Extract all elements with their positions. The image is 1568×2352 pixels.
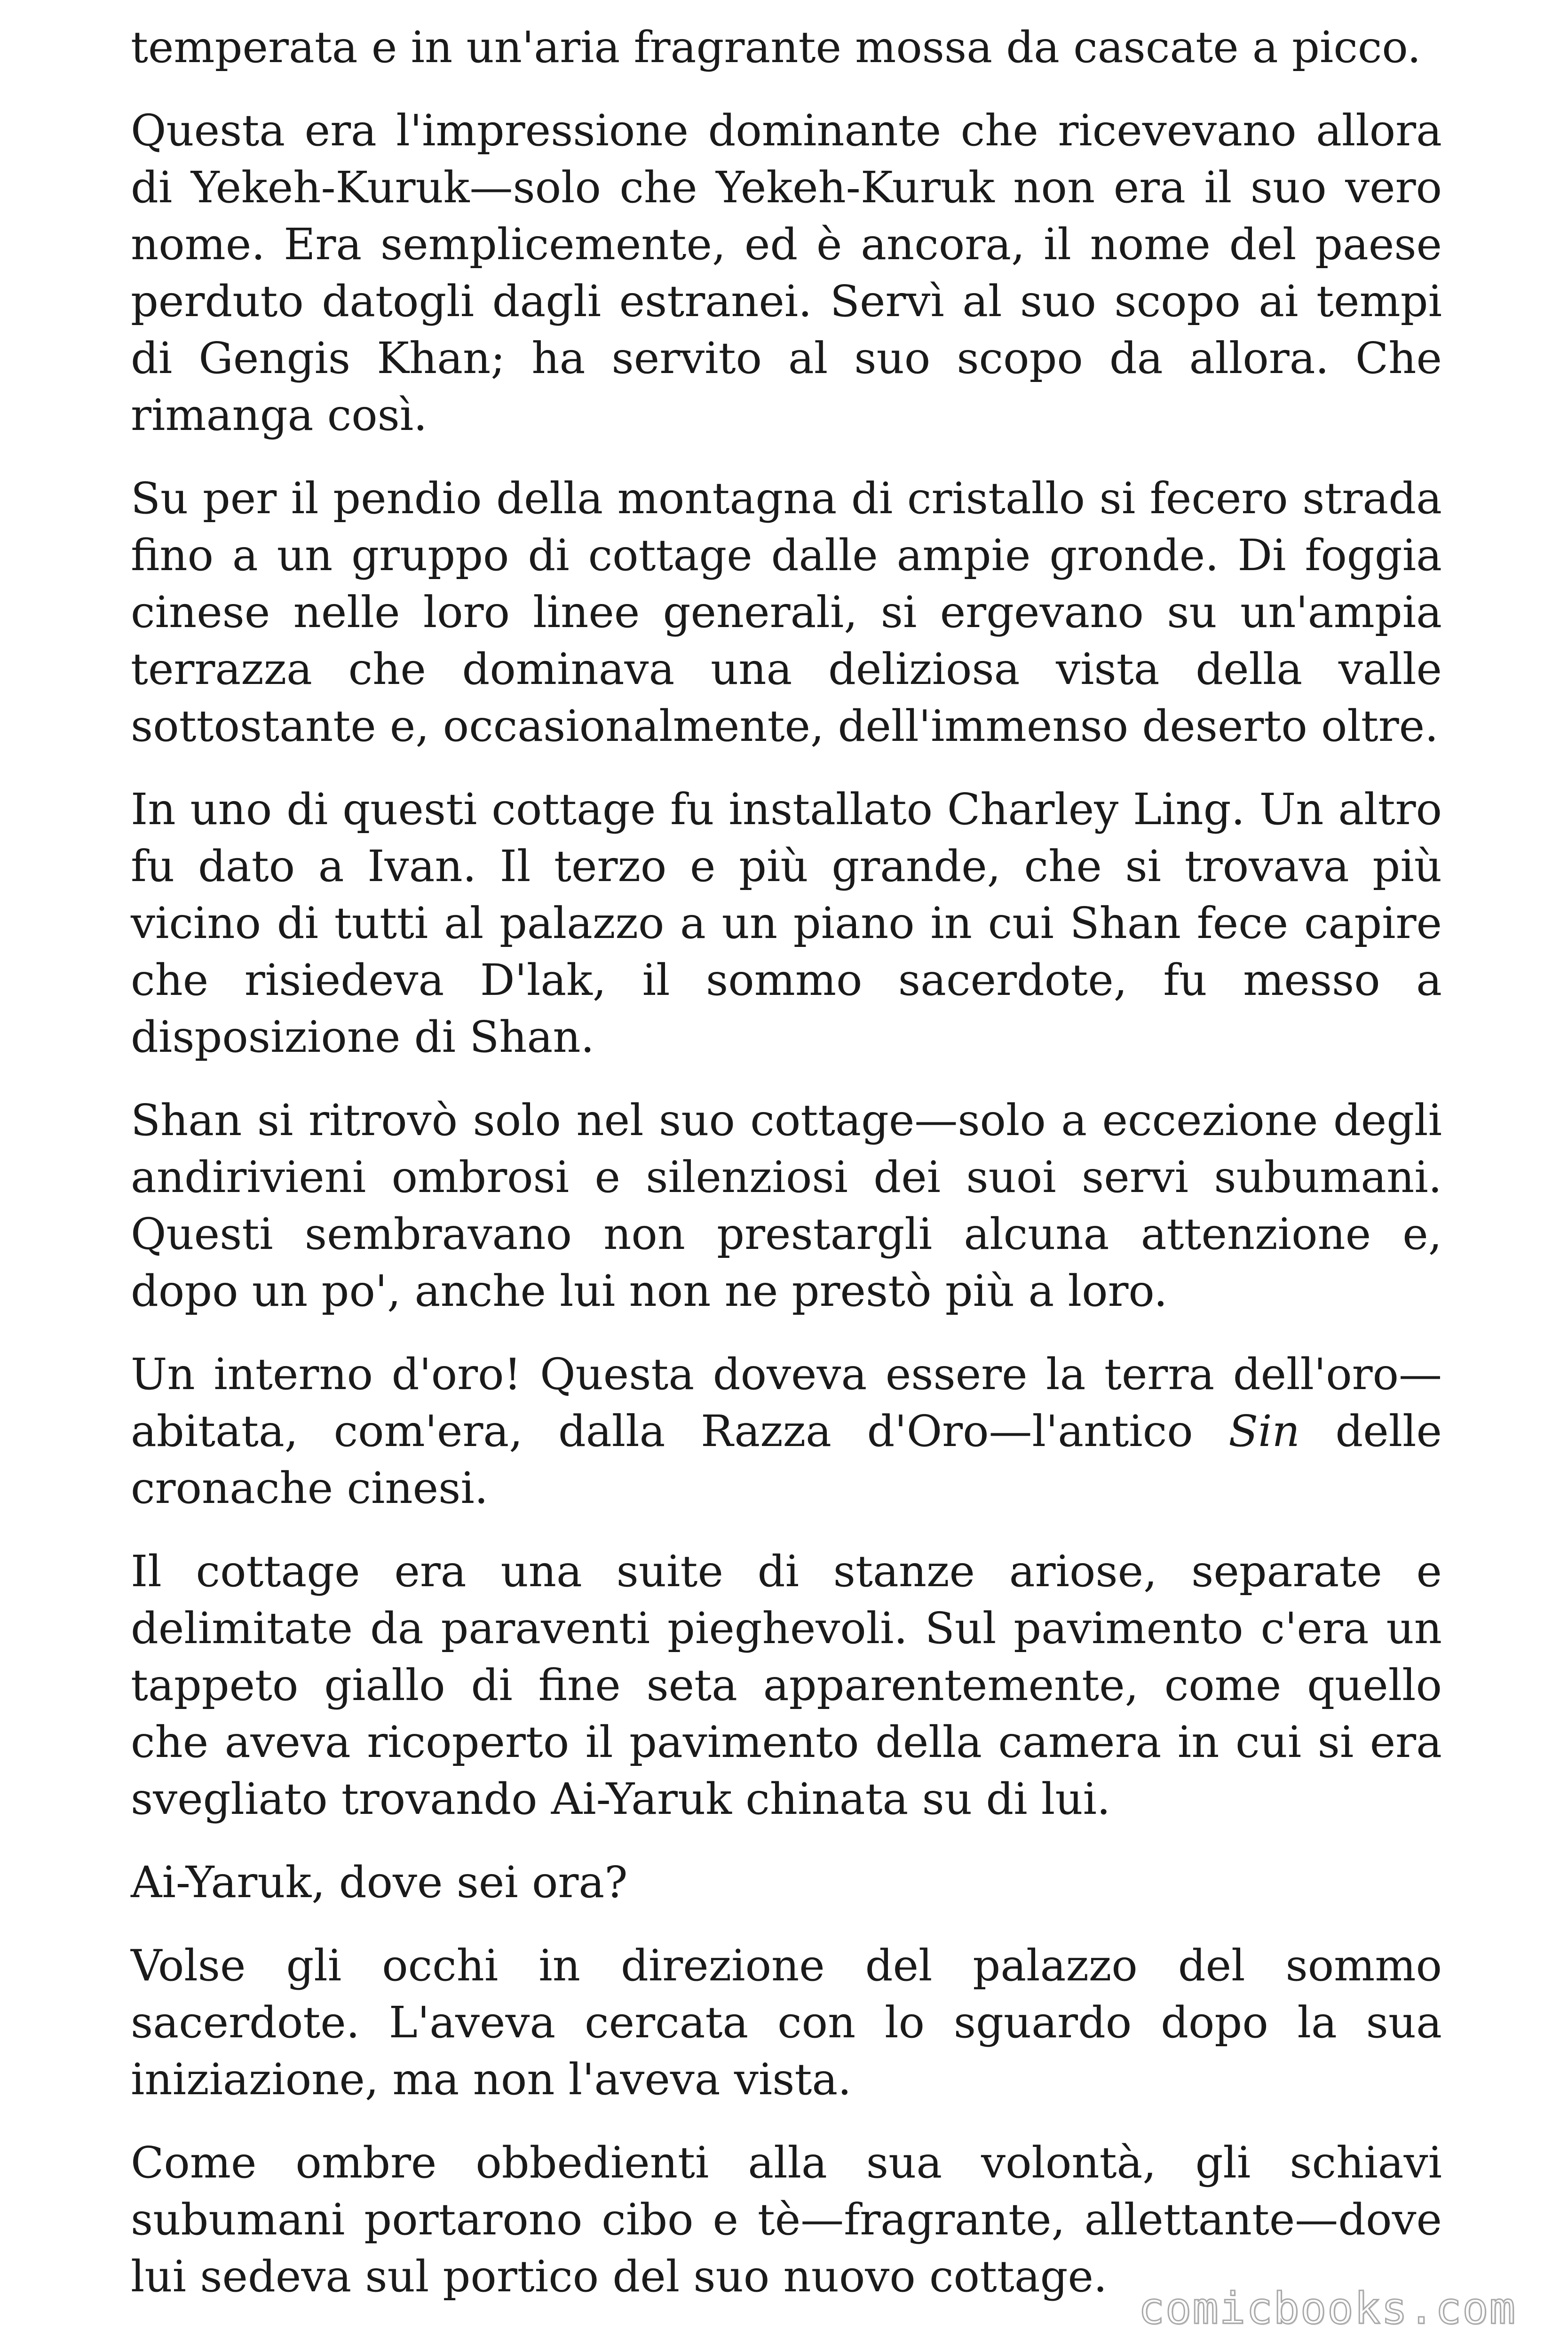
watermark: comicbooks.com xyxy=(1138,2283,1516,2334)
paragraph-7: Il cottage era una suite di stanze ariose, separate e delimitate da paraventi pieghevoli. Sul pavimento c'era un tappeto giallo di fine seta apparentemente, come quello che aveva ricoperto il pavimento della camera in cui si era svegliato trovando Ai-Yaruk chinata su di lui. xyxy=(131,1546,1442,1824)
paragraph-5: Shan si ritrovò solo nel suo cottage—solo a eccezione degli andirivieni ombrosi e silenziosi dei suoi servi subumani. Questi sembravano non prestargli alcuna attenzione e, dopo un po', anche lui non ne prestò più a loro. xyxy=(131,1095,1442,1316)
paragraph-6-text-after: delle cronache cinesi. xyxy=(131,1406,1442,1513)
page-body xyxy=(131,19,1442,2305)
paragraph-2: Questa era l'impressione dominante che ricevevano allora di Yekeh-Kuruk—solo che Yekeh-Kuruk non era il suo vero nome. Era semplicemente, ed è ancora, il nome del paese perduto datogli dagli estranei. Servì al suo scopo ai tempi di Gengis Khan; ha servito al suo scopo da allora. Che rimanga così. xyxy=(131,105,1442,440)
paragraph-10: Come ombre obbedienti alla sua volontà, gli schiavi subumani portarono cibo e tè—fragrante, allettante—dove lui sedeva sul portico del suo nuovo cottage. xyxy=(131,2137,1442,2302)
paragraph-1: temperata e in un'aria fragrante mossa da cascate a picco. xyxy=(131,22,1421,72)
paragraph-3: Su per il pendio della montagna di cristallo si fecero strada fino a un gruppo di cottage dalle ampie gronde. Di foggia cinese nelle loro linee generali, si ergevano su un'ampia terrazza che dominava una deliziosa vista della valle sottostante e, occasionalmente, dell'immenso deserto oltre. xyxy=(131,473,1442,751)
italic-word-sin: Sin xyxy=(1228,1406,1300,1456)
paragraph-6 xyxy=(131,1346,1442,1517)
paragraph-4: In uno di questi cottage fu installato Charley Ling. Un altro fu dato a Ivan. Il terzo e più grande, che si trovava più vicino di tutti al palazzo a un piano in cui Shan fece capire che risiedeva D'lak, il sommo sacerdote, fu messo a disposizione di Shan. xyxy=(131,784,1442,1062)
paragraph-8: Ai-Yaruk, dove sei ora? xyxy=(131,1857,628,1907)
paragraph-9: Volse gli occhi in direzione del palazzo del sommo sacerdote. L'aveva cercata con lo sguardo dopo la sua iniziazione, ma non l'aveva vista. xyxy=(131,1940,1442,2105)
paragraph-6-text-before: Un interno d'oro! Questa doveva essere la terra dell'oro—abitata, com'era, dalla Razza d'Oro—l'antico xyxy=(131,1349,1442,1456)
